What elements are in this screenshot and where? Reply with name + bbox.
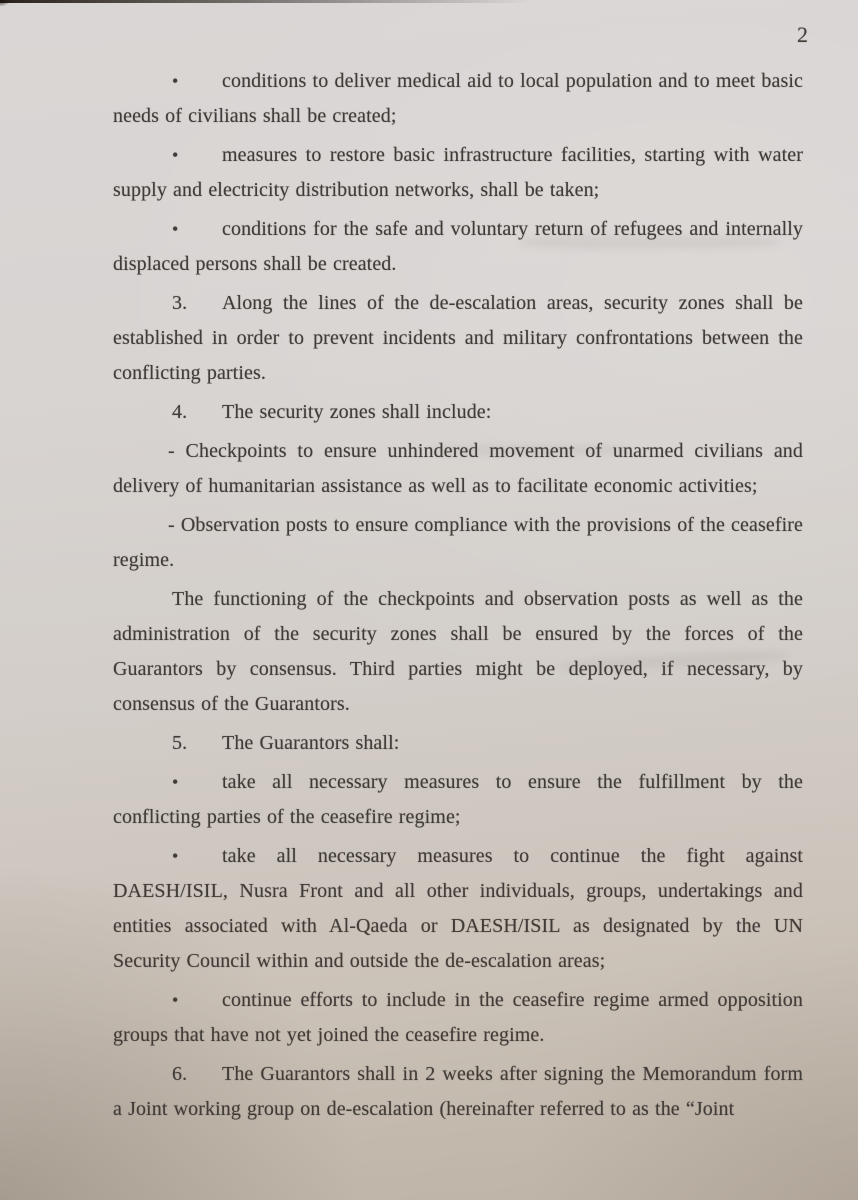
paragraph-text: measures to restore basic infrastructure facilities, starting with water supply and electricity distribution networks, shall be taken; bbox=[113, 144, 803, 201]
bullet-marker: • bbox=[172, 145, 179, 165]
paragraph-plain bbox=[113, 582, 803, 722]
paragraph-text: The Guarantors shall in 2 weeks after signing the Memorandum form a Joint working group on de-escalation (hereinafter referred to as the “Joint bbox=[113, 1063, 803, 1120]
paragraph-text: Along the lines of the de-escalation areas, security zones shall be established in order to prevent incidents and military confrontations between the conflicting parties. bbox=[113, 292, 803, 384]
bullet-marker: • bbox=[172, 990, 179, 1010]
paragraph-bullet bbox=[113, 212, 803, 282]
paragraph-dash bbox=[113, 434, 803, 504]
paragraph-bullet bbox=[113, 765, 803, 835]
paragraph-text: take all necessary measures to ensure the fulfillment by the conflicting parties of the ceasefire regime; bbox=[113, 771, 803, 828]
paragraph-numbered bbox=[113, 726, 803, 761]
paragraph-text: The functioning of the checkpoints and observation posts as well as the administration of the security zones shall be ensured by the forces of the Guarantors by consensus. Third parties might be deployed, if necessary, by consensus of the Guarantors. bbox=[113, 588, 803, 715]
bullet-marker: • bbox=[172, 772, 179, 792]
paragraph-text: conditions to deliver medical aid to local population and to meet basic needs of civilians shall be created; bbox=[113, 70, 803, 127]
paragraph-text: - Checkpoints to ensure unhindered movement of unarmed civilians and delivery of humanitarian assistance as well as to facilitate economic activities; bbox=[113, 440, 803, 497]
bullet-marker: • bbox=[172, 219, 179, 239]
paragraph-dash bbox=[113, 508, 803, 578]
list-number-marker: 6. bbox=[172, 1063, 188, 1085]
paragraph-text: continue efforts to include in the ceasefire regime armed opposition groups that have not yet joined the ceasefire regime. bbox=[113, 989, 803, 1046]
page-number: 2 bbox=[797, 22, 808, 47]
paragraph-text: take all necessary measures to continue the fight against DAESH/ISIL, Nusra Front and all other individuals, groups, undertakings and entities associated with Al-Qaeda or DAESH/ISIL as designated by the UN Security Council within and outside the de-escalation areas; bbox=[113, 845, 803, 972]
paragraph-bullet bbox=[113, 138, 803, 208]
paragraph-text: The Guarantors shall: bbox=[222, 732, 400, 754]
paragraph-bullet bbox=[113, 64, 803, 134]
document-body bbox=[113, 64, 803, 1131]
paragraph-numbered bbox=[113, 286, 803, 391]
bullet-marker: • bbox=[172, 846, 179, 866]
list-number-marker: 3. bbox=[172, 292, 188, 314]
paragraph-text: - Observation posts to ensure compliance with the provisions of the ceasefire regime. bbox=[113, 514, 803, 571]
paragraph-text: The security zones shall include: bbox=[222, 401, 492, 423]
list-number-marker: 5. bbox=[172, 732, 188, 754]
paragraph-numbered bbox=[113, 395, 803, 430]
paragraph-bullet bbox=[113, 839, 803, 979]
paragraph-text: conditions for the safe and voluntary return of refugees and internally displaced persons shall be created. bbox=[113, 218, 803, 275]
photo-edge-corner bbox=[0, 0, 14, 9]
bullet-marker: • bbox=[172, 71, 179, 91]
paragraph-numbered bbox=[113, 1057, 803, 1127]
photo-edge-top bbox=[0, 0, 532, 3]
list-number-marker: 4. bbox=[172, 401, 188, 423]
paragraph-bullet bbox=[113, 983, 803, 1053]
